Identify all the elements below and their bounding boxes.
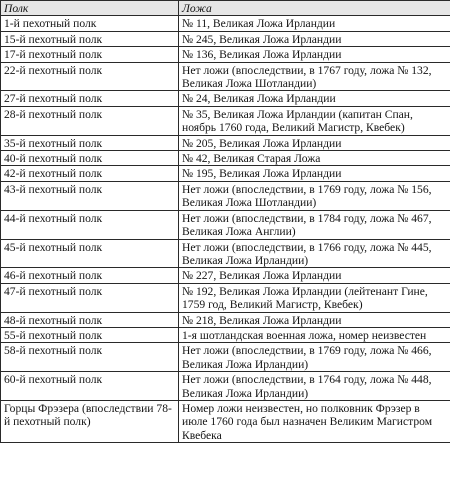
table-row [1,181,450,210]
table-row [1,343,450,372]
lodge-cell: № 245, Великая Ложа Ирландии [179,31,450,46]
regiment-cell: Горцы Фрэзера (впоследствии 78-й пехотный полк) [1,400,179,442]
table-row [1,372,450,401]
lodge-cell: № 227, Великая Ложа Ирландии [179,268,450,283]
table-row [1,151,450,166]
regiment-cell: 22-й пехотный полк [1,62,179,91]
regiment-cell: 40-й пехотный полк [1,151,179,166]
lodge-cell: № 24, Великая Ложа Ирландии [179,91,450,106]
column-header-regiment: Полк [1,1,179,16]
regiment-cell: 47-й пехотный полк [1,283,179,312]
lodge-cell: Нет ложи (впоследствии, в 1769 году, ложа № 156, Великая Ложа Шотландии) [179,181,450,210]
regiment-cell: 1-й пехотный полк [1,16,179,31]
table-row [1,312,450,327]
lodge-cell: № 195, Великая Ложа Ирландии [179,166,450,181]
regiment-cell: 48-й пехотный полк [1,312,179,327]
lodge-cell: Нет ложи (впоследствии, в 1766 году, ложа № 445, Великая Ложа Ирландии) [179,239,450,268]
table-row [1,239,450,268]
regiment-cell: 15-й пехотный полк [1,31,179,46]
table-row [1,268,450,283]
lodge-cell: № 205, Великая Ложа Ирландии [179,135,450,150]
lodge-cell: Нет ложи (впоследствии, в 1769 году, ложа № 466, Великая Ложа Ирландии) [179,343,450,372]
table-row [1,283,450,312]
column-header-lodge: Ложа [179,1,450,16]
regiment-cell: 44-й пехотный полк [1,210,179,239]
table-header-row [1,1,450,16]
lodge-cell: № 35, Великая Ложа Ирландии (капитан Спан, ноябрь 1760 года, Великий Магистр, Квебек) [179,106,450,135]
regiment-cell: 35-й пехотный полк [1,135,179,150]
regiment-cell: 27-й пехотный полк [1,91,179,106]
table-row [1,327,450,342]
regiment-cell: 58-й пехотный полк [1,343,179,372]
lodge-cell: Номер ложи неизвестен, но полковник Фрэзер в июле 1760 года был назначен Великим Магистром Квебека [179,400,450,442]
regiment-cell: 43-й пехотный полк [1,181,179,210]
table-row [1,106,450,135]
lodge-cell: 1-я шотландская военная ложа, номер неизвестен [179,327,450,342]
regiment-cell: 45-й пехотный полк [1,239,179,268]
table-row [1,31,450,46]
lodge-cell: Нет ложи (впоследствии, в 1764 году, ложа № 448, Великая Ложа Ирландии) [179,372,450,401]
lodge-cell: Нет ложи (впоследствии, в 1784 году, ложа № 467, Великая Ложа Англии) [179,210,450,239]
table-row [1,400,450,442]
regiment-cell: 46-й пехотный полк [1,268,179,283]
lodge-cell: № 192, Великая Ложа Ирландии (лейтенант Гине, 1759 год, Великий Магистр, Квебек) [179,283,450,312]
table-row [1,47,450,62]
lodge-cell: № 42, Великая Старая Ложа [179,151,450,166]
regiment-cell: 60-й пехотный полк [1,372,179,401]
lodge-cell: Нет ложи (впоследствии, в 1767 году, ложа № 132, Великая Ложа Шотландии) [179,62,450,91]
regiment-cell: 42-й пехотный полк [1,166,179,181]
lodge-cell: № 136, Великая Ложа Ирландии [179,47,450,62]
lodge-cell: № 11, Великая Ложа Ирландии [179,16,450,31]
regiment-cell: 55-й пехотный полк [1,327,179,342]
table-row [1,16,450,31]
lodge-cell: № 218, Великая Ложа Ирландии [179,312,450,327]
table-row [1,91,450,106]
regiment-cell: 17-й пехотный полк [1,47,179,62]
table-row [1,166,450,181]
table-row [1,210,450,239]
table-row [1,135,450,150]
table-row [1,62,450,91]
regiment-cell: 28-й пехотный полк [1,106,179,135]
